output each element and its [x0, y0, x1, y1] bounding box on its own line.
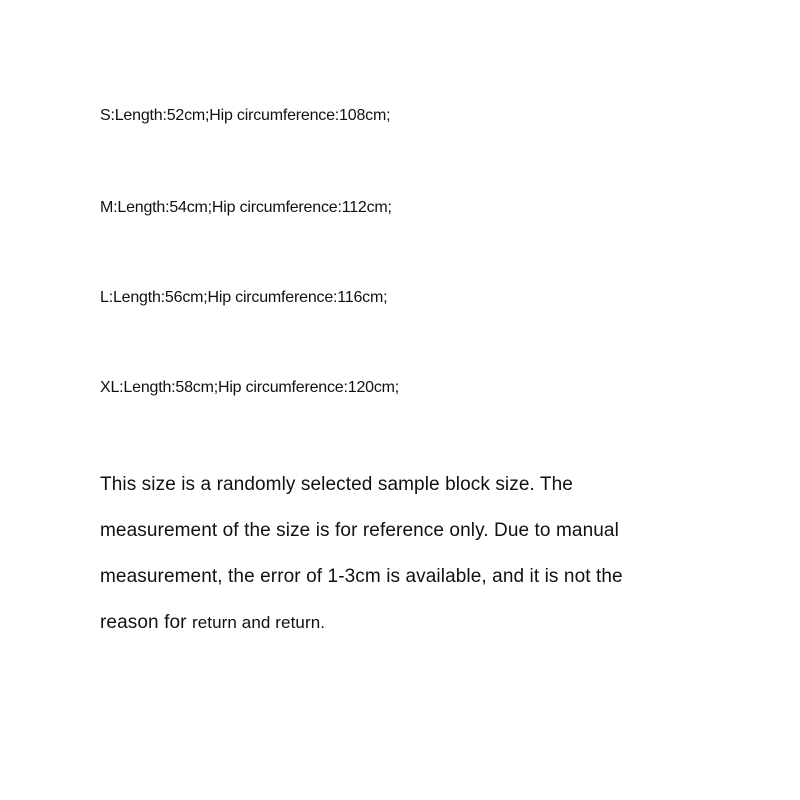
size-l-line: L:Length:56cm;Hip circumference:116cm; [100, 289, 388, 306]
note-line-3: measurement, the error of 1-3cm is available, and it is not the [100, 566, 623, 587]
size-xl-line: XL:Length:58cm;Hip circumference:120cm; [100, 379, 400, 396]
note-line-4-start: reason for [100, 612, 192, 633]
note-line-1: This size is a randomly selected sample block size. The [100, 474, 573, 495]
note-line-4-end: return and return. [191, 613, 326, 632]
note-line-4 [100, 600, 720, 646]
measurement-note [100, 462, 720, 646]
note-line-2: measurement of the size is for reference only. Due to manual [100, 520, 619, 541]
size-m-line: M:Length:54cm;Hip circumference:112cm; [100, 199, 392, 216]
size-s-line: S:Length:52cm;Hip circumference:108cm; [100, 107, 391, 124]
